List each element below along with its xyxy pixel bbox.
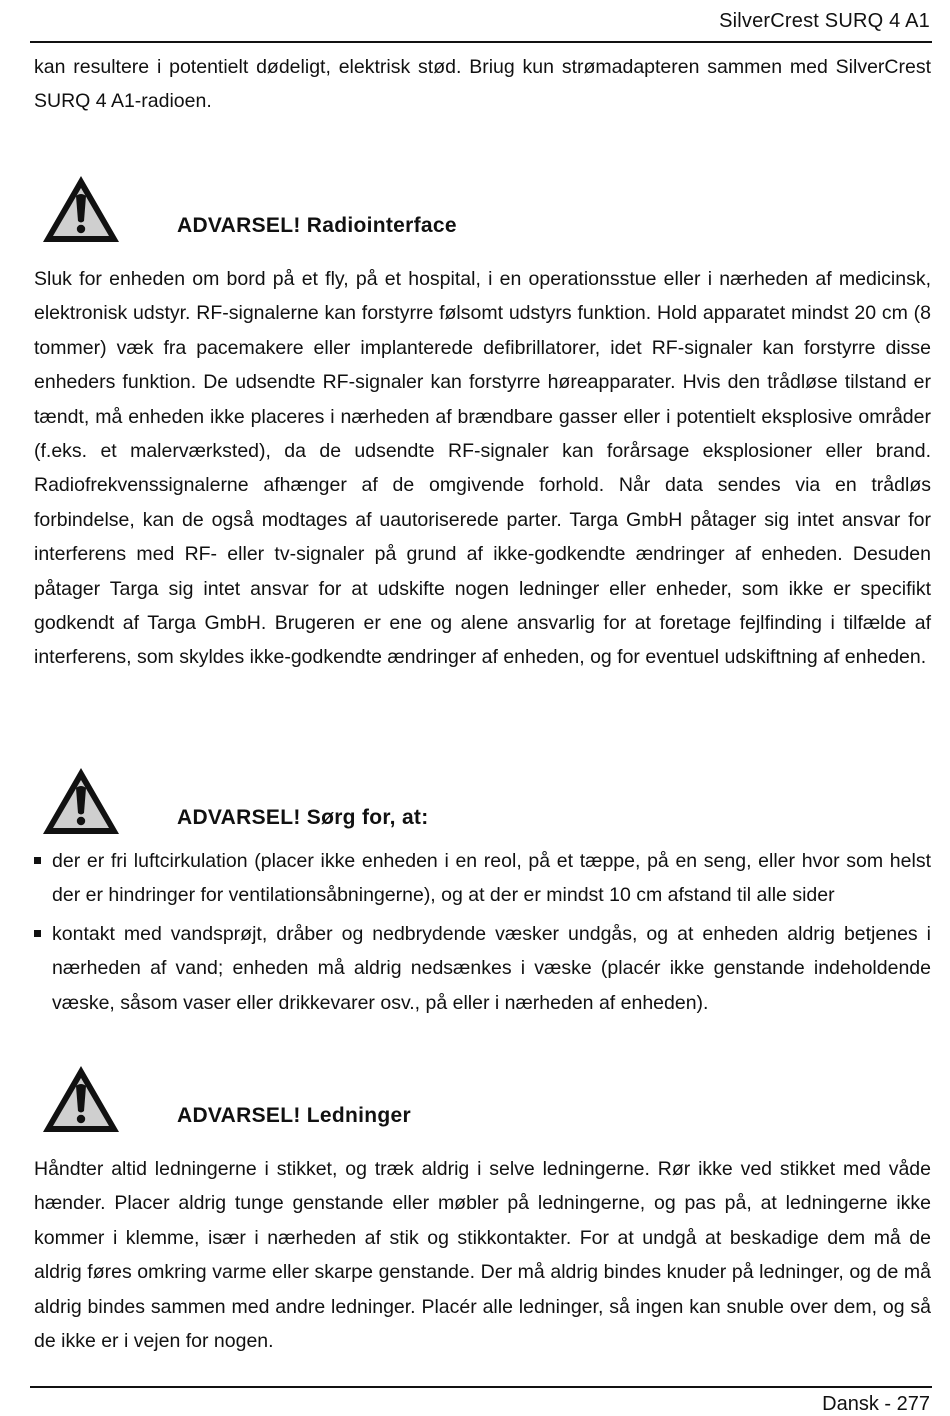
footer-divider (30, 1386, 932, 1388)
radio-interface-paragraph: Sluk for enheden om bord på et fly, på et hospital, i en operationsstue eller i nærheden af medicinsk, elektronisk udstyr. RF-signalerne kan forstyrre følsomt udstyrs funktion. Hold apparatet mindst 20 cm (8 tommer) væk fra pacemakere eller implanterede defibrillatorer, idet RF-signaler kan forstyrre disse enheders funktion. De udsendte RF-signaler kan forstyrre høreapparater. Hvis den trådløse tilstand er tændt, må enheden ikke placeres i nærheden af brændbare gasser eller i potentielt eksplosive områder (f.eks. et malerværksted), da de udsendte RF-signaler kan forårsage eksplosioner eller brand. Radiofrekvenssignalerne afhænger af de omgivende forhold. Når data sendes via en trådløs forbindelse, kan de også modtages af uautoriserede parter. Targa GmbH påtager sig intet ansvar for interferens med RF- eller tv-signaler på grund af ikke-godkendte ændringer af enheden. Desuden påtager Targa sig intet ansvar for at udskifte nogen ledninger eller enheder, som ikke er specifikt godkendt af Targa GmbH. Brugeren er ene og alene ansvarlig for at foretage fejlfinding i tilfælde af interferens, som skyldes ikke-godkendte ændringer af enheden, og for eventuel udskiftning af enheden. (34, 268, 931, 669)
warning-triangle-icon (40, 174, 122, 244)
header-divider (30, 41, 932, 43)
bullet-square-icon (34, 930, 41, 937)
bullet-square-icon (34, 857, 41, 864)
page-header-title: SilverCrest SURQ 4 A1 (719, 10, 930, 32)
warning-triangle-icon (40, 766, 122, 836)
list-item (34, 917, 931, 1020)
list-item (34, 844, 931, 913)
warning-triangle-icon (40, 1064, 122, 1134)
warning-title-ensure: ADVARSEL! Sørg for, at: (177, 806, 429, 829)
intro-paragraph: kan resultere i potentielt dødeligt, elektrisk stød. Briug kun strømadapteren sammen med SilverCrest SURQ 4 A1-radioen. (34, 56, 931, 113)
page-footer: Dansk - 277 (822, 1393, 930, 1415)
warning-title-radio: ADVARSEL! Radiointerface (177, 214, 457, 237)
bullet-text: kontakt med vandsprøjt, dråber og nedbrydende væsker undgås, og at enheden aldrig betjenes i nærheden af vand; enheden må aldrig nedsænkes i væske (placér ikke genstande indeholdende væske, såsom vaser eller drikkevarer osv., på eller i nærheden af enheden). (52, 922, 931, 1014)
ensure-bullet-list (34, 844, 931, 1024)
warning-title-cables: ADVARSEL! Ledninger (177, 1104, 411, 1127)
bullet-text: der er fri luftcirkulation (placer ikke enheden i en reol, på et tæppe, på en seng, eller hvor som helst der er hindringer for ventilationsåbningerne), og at der er mindst 10 cm afstand til alle sider (52, 850, 931, 907)
cables-paragraph: Håndter altid ledningerne i stikket, og træk aldrig i selve ledningerne. Rør ikke ved stikket med våde hænder. Placer aldrig tunge genstande eller møbler på ledningerne, og pas på, at ledningerne ikke kommer i klemme, især i nærheden af stik og stikkontakter. For at undgå at beskadige dem må de aldrig føres omkring varme eller skarpe genstande. Der må aldrig bindes knuder på ledninger, og de må aldrig bindes sammen med andre ledninger. Placér alle ledninger, så ingen kan snuble over dem, og så de ikke er i vejen for nogen. (34, 1158, 931, 1353)
